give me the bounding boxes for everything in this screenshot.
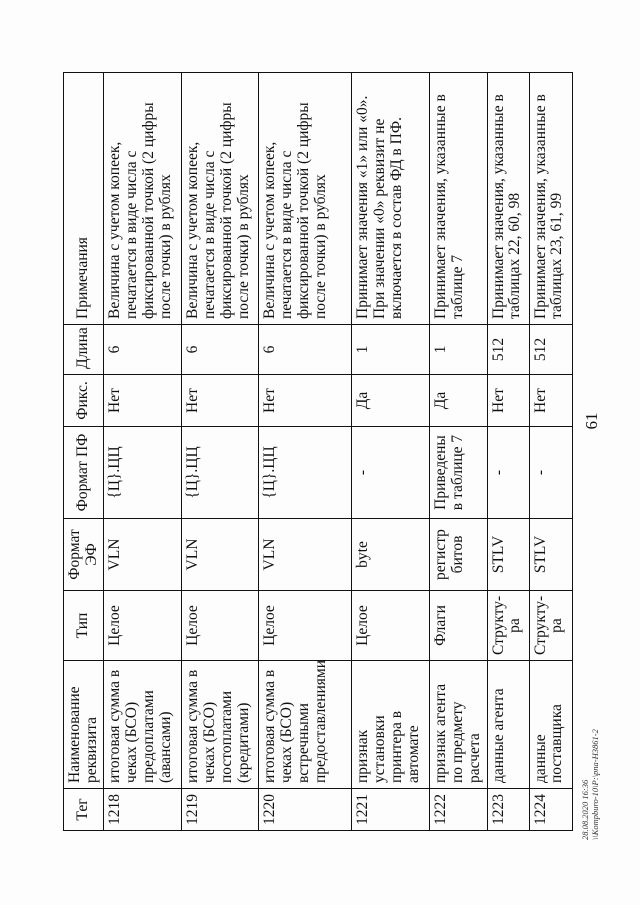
cell-fix: Нет bbox=[487, 375, 529, 427]
requisites-table bbox=[63, 72, 573, 831]
header-fix: Фикс. bbox=[64, 375, 104, 427]
footer-stamp bbox=[580, 650, 610, 840]
footer-timestamp: 28.08.2020 16:36 bbox=[580, 779, 590, 840]
cell-fix: Да bbox=[352, 375, 430, 427]
cell-format-ef: STLV bbox=[487, 519, 529, 591]
cell-tag: 1224 bbox=[529, 789, 572, 831]
cell-tag: 1222 bbox=[430, 789, 487, 831]
table-row bbox=[352, 73, 430, 831]
cell-fix: Нет bbox=[182, 375, 259, 427]
header-tag: Тег bbox=[64, 789, 104, 831]
cell-format-pf: {Ц}.ЦЦ bbox=[104, 427, 182, 519]
cell-fix: Да bbox=[430, 375, 487, 427]
cell-format-ef: регистр битов bbox=[430, 519, 487, 591]
table-row bbox=[182, 73, 259, 831]
cell-format-pf: {Ц}.ЦЦ bbox=[182, 427, 259, 519]
cell-name: итоговая сумма в чеках (БСО) предоплатами (авансами) bbox=[104, 661, 182, 789]
page-number: 61 bbox=[582, 412, 601, 430]
cell-length: 512 bbox=[529, 325, 572, 375]
cell-type: Целое bbox=[182, 591, 259, 661]
cell-fix: Нет bbox=[259, 375, 352, 427]
cell-format-ef: VLN bbox=[259, 519, 352, 591]
header-format-pf: Формат ПФ bbox=[64, 427, 104, 519]
cell-format-pf: - bbox=[529, 427, 572, 519]
cell-tag: 1221 bbox=[352, 789, 430, 831]
cell-format-pf: - bbox=[352, 427, 430, 519]
cell-length: 1 bbox=[352, 325, 430, 375]
cell-format-ef: byte bbox=[352, 519, 430, 591]
cell-fix: Нет bbox=[529, 375, 572, 427]
cell-length: 512 bbox=[487, 325, 529, 375]
cell-notes: Величина с учетом копеек, печатается в виде числа с фиксированной точкой (2 цифры после точки) в рублях bbox=[182, 73, 259, 325]
cell-format-pf: - bbox=[487, 427, 529, 519]
cell-fix: Нет bbox=[104, 375, 182, 427]
cell-length: 6 bbox=[104, 325, 182, 375]
cell-tag: 1219 bbox=[182, 789, 259, 831]
cell-notes: Принимает значения «1» или «0». При значении «0» реквизит не включается в состав ФД в ПФ. bbox=[352, 73, 430, 325]
cell-type: Целое bbox=[352, 591, 430, 661]
table-row bbox=[259, 73, 352, 831]
cell-name: признак установки принтера в автомате bbox=[352, 661, 430, 789]
header-length: Длина bbox=[64, 325, 104, 375]
header-name: Наименование реквизита bbox=[64, 661, 104, 789]
cell-format-ef: STLV bbox=[529, 519, 572, 591]
header-notes: Примечания bbox=[64, 73, 104, 325]
table-row bbox=[104, 73, 182, 831]
cell-name: итоговая сумма в чеках (БСО) постоплатами (кредитами) bbox=[182, 661, 259, 789]
cell-format-pf: Приведены в таблице 7 bbox=[430, 427, 487, 519]
table-container bbox=[63, 73, 566, 831]
header-format-ef: Формат ЭФ bbox=[64, 519, 104, 591]
table-row bbox=[430, 73, 487, 831]
table-row bbox=[487, 73, 529, 831]
cell-notes: Величина с учетом копеек, печатается в виде числа с фиксированной точкой (2 цифры после точки) в рублях bbox=[104, 73, 182, 325]
cell-name: итоговая сумма в чеках (БСО) встречными предоставлениями bbox=[259, 661, 352, 789]
cell-tag: 1223 bbox=[487, 789, 529, 831]
cell-type: Целое bbox=[104, 591, 182, 661]
cell-name: признак агента по предмету расчета bbox=[430, 661, 487, 789]
cell-name: данные поставщика bbox=[529, 661, 572, 789]
footer-path: \\Kompburo-10\Р:\рпа-Н3861-2 bbox=[590, 729, 601, 840]
cell-format-ef: VLN bbox=[182, 519, 259, 591]
cell-name: данные агента bbox=[487, 661, 529, 789]
cell-tag: 1220 bbox=[259, 789, 352, 831]
cell-notes: Принимает значения, указанные в таблицах 22, 60, 98 bbox=[487, 73, 529, 325]
cell-notes: Принимает значения, указанные в таблицах 23, 61, 99 bbox=[529, 73, 572, 325]
cell-notes: Принимает значения, указанные в таблице 7 bbox=[430, 73, 487, 325]
cell-format-pf: {Ц}.ЦЦ bbox=[259, 427, 352, 519]
cell-length: 1 bbox=[430, 325, 487, 375]
cell-type: Структу-ра bbox=[529, 591, 572, 661]
table-row bbox=[529, 73, 572, 831]
cell-type: Флаги bbox=[430, 591, 487, 661]
cell-type: Структу-ра bbox=[487, 591, 529, 661]
cell-length: 6 bbox=[182, 325, 259, 375]
cell-format-ef: VLN bbox=[104, 519, 182, 591]
cell-notes: Величина с учетом копеек, печатается в виде числа с фиксированной точкой (2 цифры после точки) в рублях bbox=[259, 73, 352, 325]
cell-length: 6 bbox=[259, 325, 352, 375]
cell-tag: 1218 bbox=[104, 789, 182, 831]
cell-type: Целое bbox=[259, 591, 352, 661]
header-type: Тип bbox=[64, 591, 104, 661]
